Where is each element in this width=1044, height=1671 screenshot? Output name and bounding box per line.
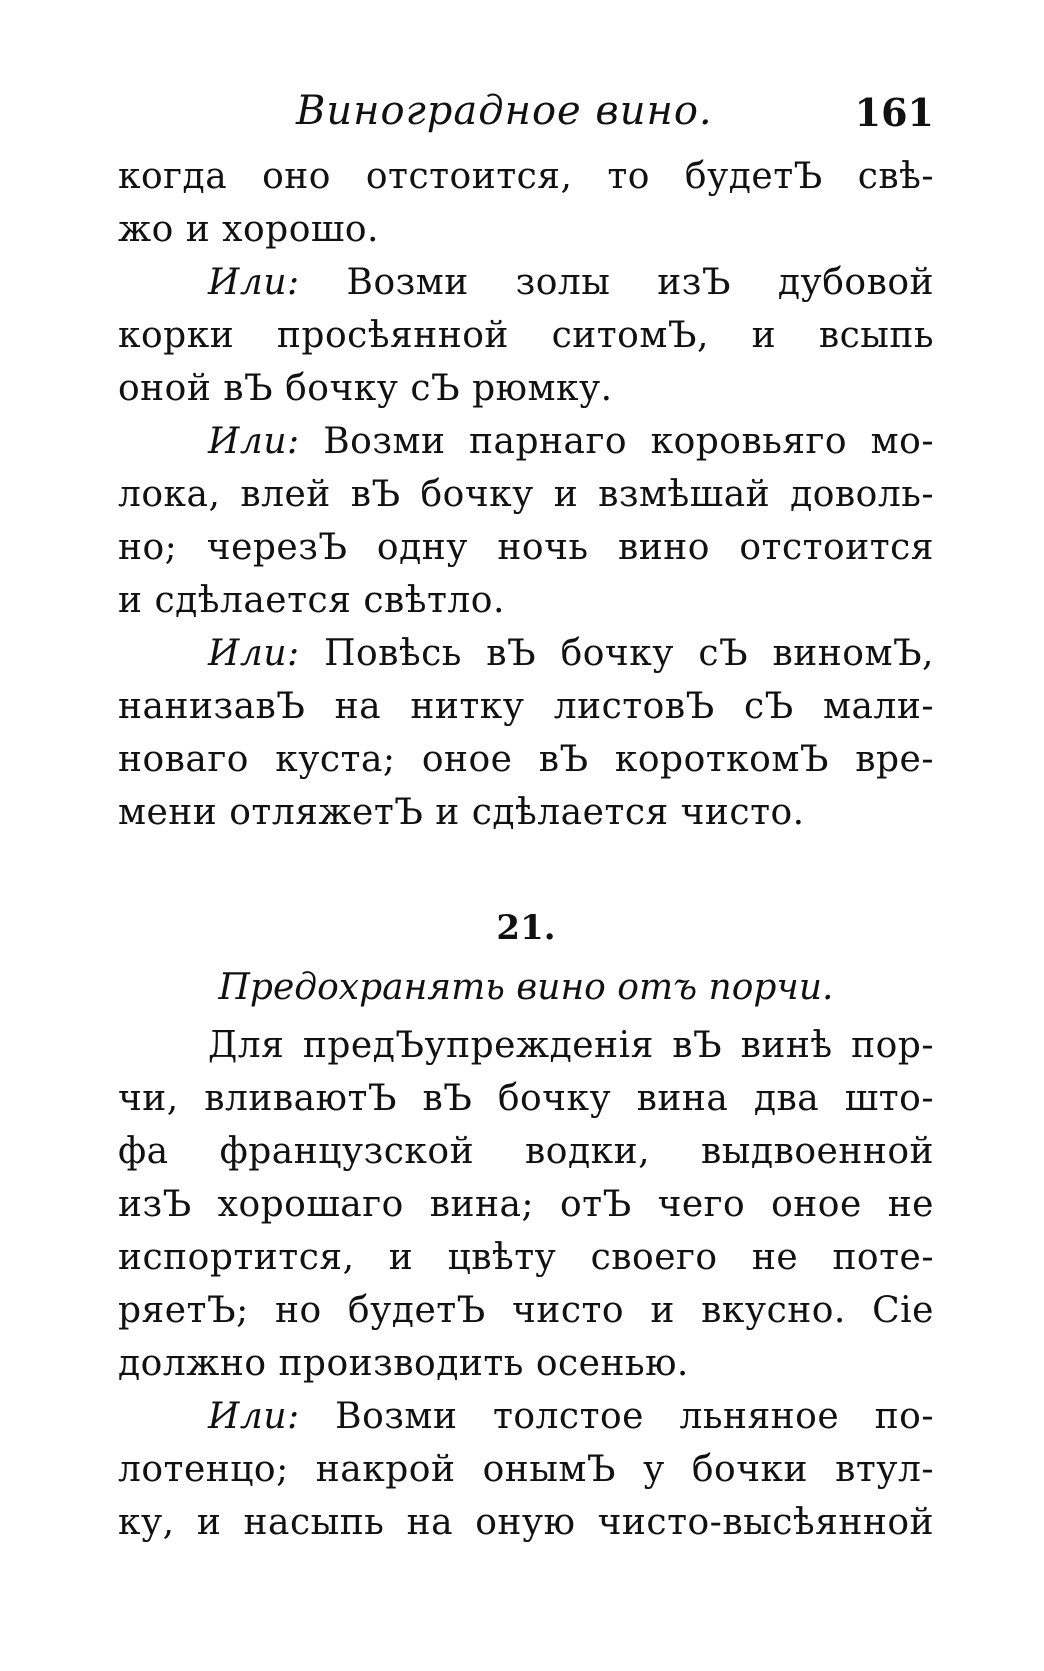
text-line: и сдѣлается свѣтло. (118, 580, 505, 621)
page-number: 161 (854, 90, 934, 135)
text-line: ряетЪ; но будетЪ чисто и вкусно. Сіе (118, 1290, 934, 1331)
section-number: 21. (496, 908, 556, 948)
paragraph-lead: Или: (208, 1396, 300, 1437)
text-line: новаго куста; оное вЪ короткомЪ вре- (118, 739, 934, 780)
running-title: Виноградное вино. (296, 88, 713, 134)
text-line (118, 1390, 934, 1443)
text-line: Для предЪупрежденія вЪ винѣ пор- (208, 1025, 934, 1066)
text-span: Возми парнаго коровьяго мо- (323, 421, 934, 462)
paragraph-lead: Или: (208, 633, 300, 674)
text-line: нанизавЪ на нитку листовЪ сЪ мали- (118, 686, 934, 727)
text-line (118, 415, 934, 468)
text-line: должно производить осенью. (118, 1343, 689, 1384)
text-line (118, 256, 934, 309)
text-line: но; черезЪ одну ночь вино отстоится (118, 527, 934, 568)
running-head (118, 70, 934, 150)
paragraph-vodka (118, 1019, 934, 1390)
paragraph-continuation (118, 150, 934, 256)
text-line: мени отляжетЪ и сдѣлается чисто. (118, 792, 805, 833)
text-line: ку, и насыпь на оную чисто-высѣянной (118, 1502, 934, 1543)
text-line: лока, влей вЪ бочку и взмѣшай доволь- (118, 474, 934, 515)
text-line: изЪ хорошаго вина; отЪ чего оное не (118, 1184, 934, 1225)
text-span: Возми толстое льняное по- (335, 1396, 934, 1437)
text-line: чи, вливаютЪ вЪ бочку вина два што- (118, 1078, 934, 1119)
paragraph-ili-milk (118, 415, 934, 627)
text-line (118, 627, 934, 680)
book-page (118, 70, 934, 1549)
text-line: лотенцо; накрой онымЪ у бочки втул- (118, 1449, 934, 1490)
text-span: Повѣсь вЪ бочку сЪ виномЪ, (324, 633, 934, 674)
text-line: оной вЪ бочку сЪ рюмку. (118, 368, 613, 409)
paragraph-ili-towel (118, 1390, 934, 1549)
paragraph-ili-ash (118, 256, 934, 415)
paragraph-ili-raspberry (118, 627, 934, 839)
text-line: когда оно отстоится, то будетЪ свѣ- (118, 156, 934, 197)
text-line: жо и хорошо. (118, 209, 379, 250)
paragraph-lead: Или: (208, 262, 300, 303)
section-title: Предохранять вино отъ порчи. (218, 967, 834, 1008)
paragraph-lead: Или: (208, 421, 300, 462)
text-span: Возми золы изЪ дубовой (346, 262, 934, 303)
text-line: испортится, и цвѣту своего не поте- (118, 1237, 934, 1278)
text-line: корки просѣянной ситомЪ, и всыпь (118, 315, 934, 356)
text-line: фа французской водки, выдвоенной (118, 1131, 934, 1172)
